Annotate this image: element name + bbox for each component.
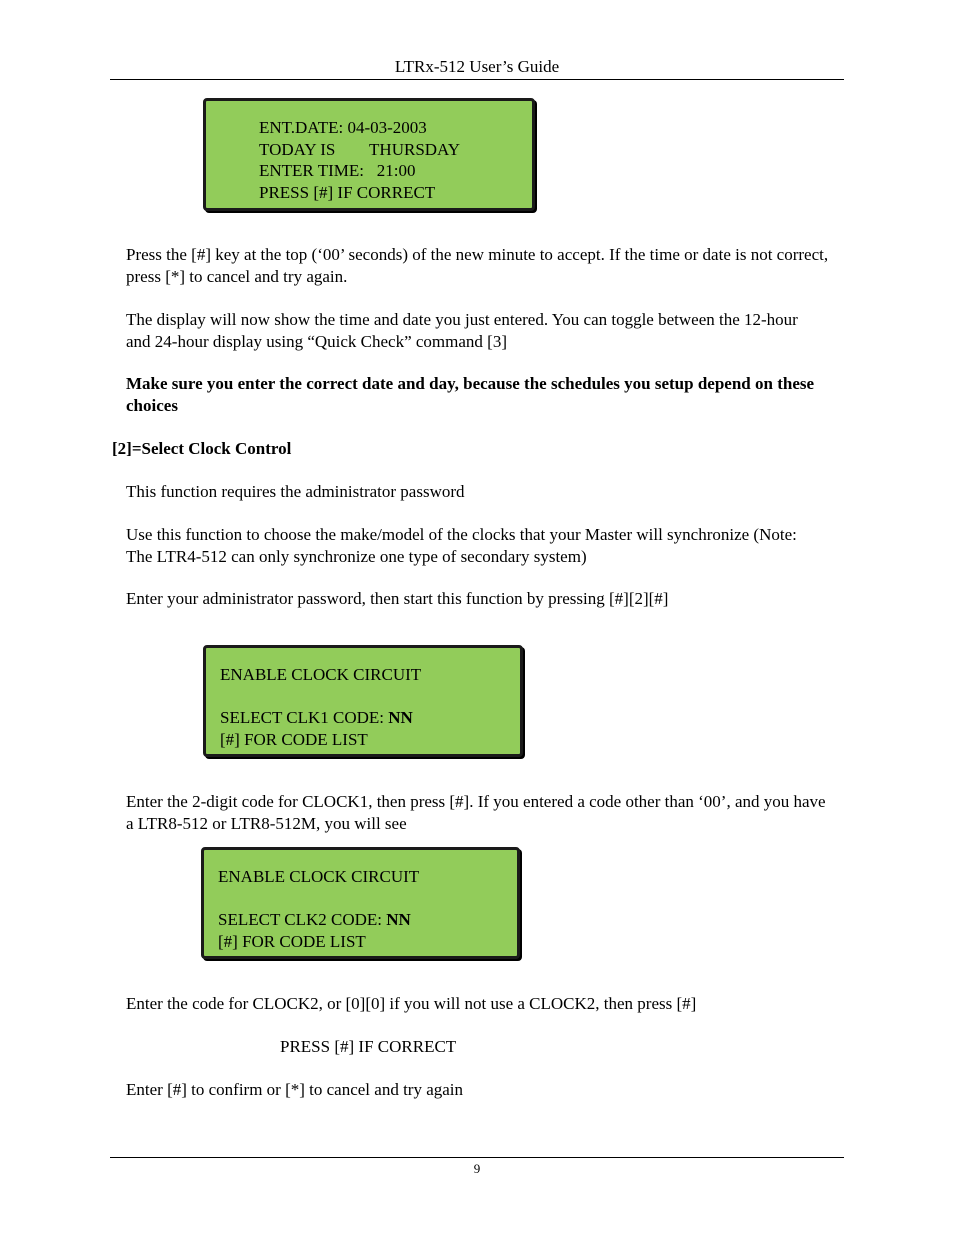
lcd-line [220, 707, 520, 729]
lcd-line: [#] FOR CODE LIST [218, 931, 366, 951]
lcd-line: [#] FOR CODE LIST [220, 729, 368, 749]
page-number: 9 [473, 1161, 481, 1176]
lcd-line: TODAY IS THURSDAY [259, 139, 461, 159]
paragraph-accept-time: Press the [#] key at the top (‘00’ seconds) of the new minute to accept. If the time or date is not correct, press [*] to cancel and try again. [126, 245, 829, 286]
lcd-code-label: SELECT CLK1 CODE: [220, 708, 389, 727]
paragraph-enter-password: Enter your administrator password, then start this function by pressing [#][2][#] [126, 589, 669, 608]
lcd-line: PRESS [#] IF CORRECT [259, 182, 436, 202]
lcd-line: ENABLE CLOCK CIRCUIT [218, 867, 420, 886]
lcd-line: ENT.DATE: 04-03-2003 [259, 118, 427, 137]
paragraph-enter-clock2: Enter the code for CLOCK2, or [0][0] if you will not use a CLOCK2, then press [#] [126, 994, 697, 1013]
lcd-line: ENTER TIME: 21:00 [259, 161, 416, 180]
lcd-display-clock2 [201, 847, 520, 959]
lcd-display-date-time [203, 98, 535, 211]
paragraph-confirm-cancel: Enter [#] to confirm or [*] to cancel and try again [126, 1080, 464, 1099]
lcd-blank-line [220, 686, 520, 708]
paragraph-press-correct: PRESS [#] IF CORRECT [280, 1037, 457, 1056]
lcd-code-value: NN [386, 910, 411, 929]
paragraph-choose-clocks: Use this function to choose the make/model of the clocks that your Master will synchronize (Note: The LTR4-512 can only synchronize one type of secondary system) [126, 525, 797, 566]
lcd-code-label: SELECT CLK2 CODE: [218, 910, 387, 929]
lcd-line: ENABLE CLOCK CIRCUIT [220, 665, 422, 684]
lcd-blank-line [218, 888, 517, 910]
lcd-display-clock1 [203, 645, 523, 757]
paragraph-warning: Make sure you enter the correct date and day, because the schedules you setup depend on these choices [126, 374, 815, 415]
section-heading: [2]=Select Clock Control [112, 439, 292, 458]
header-rule [110, 79, 844, 80]
paragraph-password-required: This function requires the administrator password [126, 482, 465, 501]
page-header-title: LTRx-512 User’s Guide [394, 57, 560, 76]
lcd-code-value: NN [388, 708, 413, 727]
paragraph-enter-clock1: Enter the 2-digit code for CLOCK1, then press [#]. If you entered a code other than ‘00’, and you have a LTR8-512 or LTR8-512M, you will see [126, 792, 826, 833]
lcd-line [218, 909, 517, 931]
paragraph-display-toggle: The display will now show the time and date you just entered. You can toggle between the 12-hour and 24-hour display using “Quick Check” command [3] [126, 310, 798, 351]
